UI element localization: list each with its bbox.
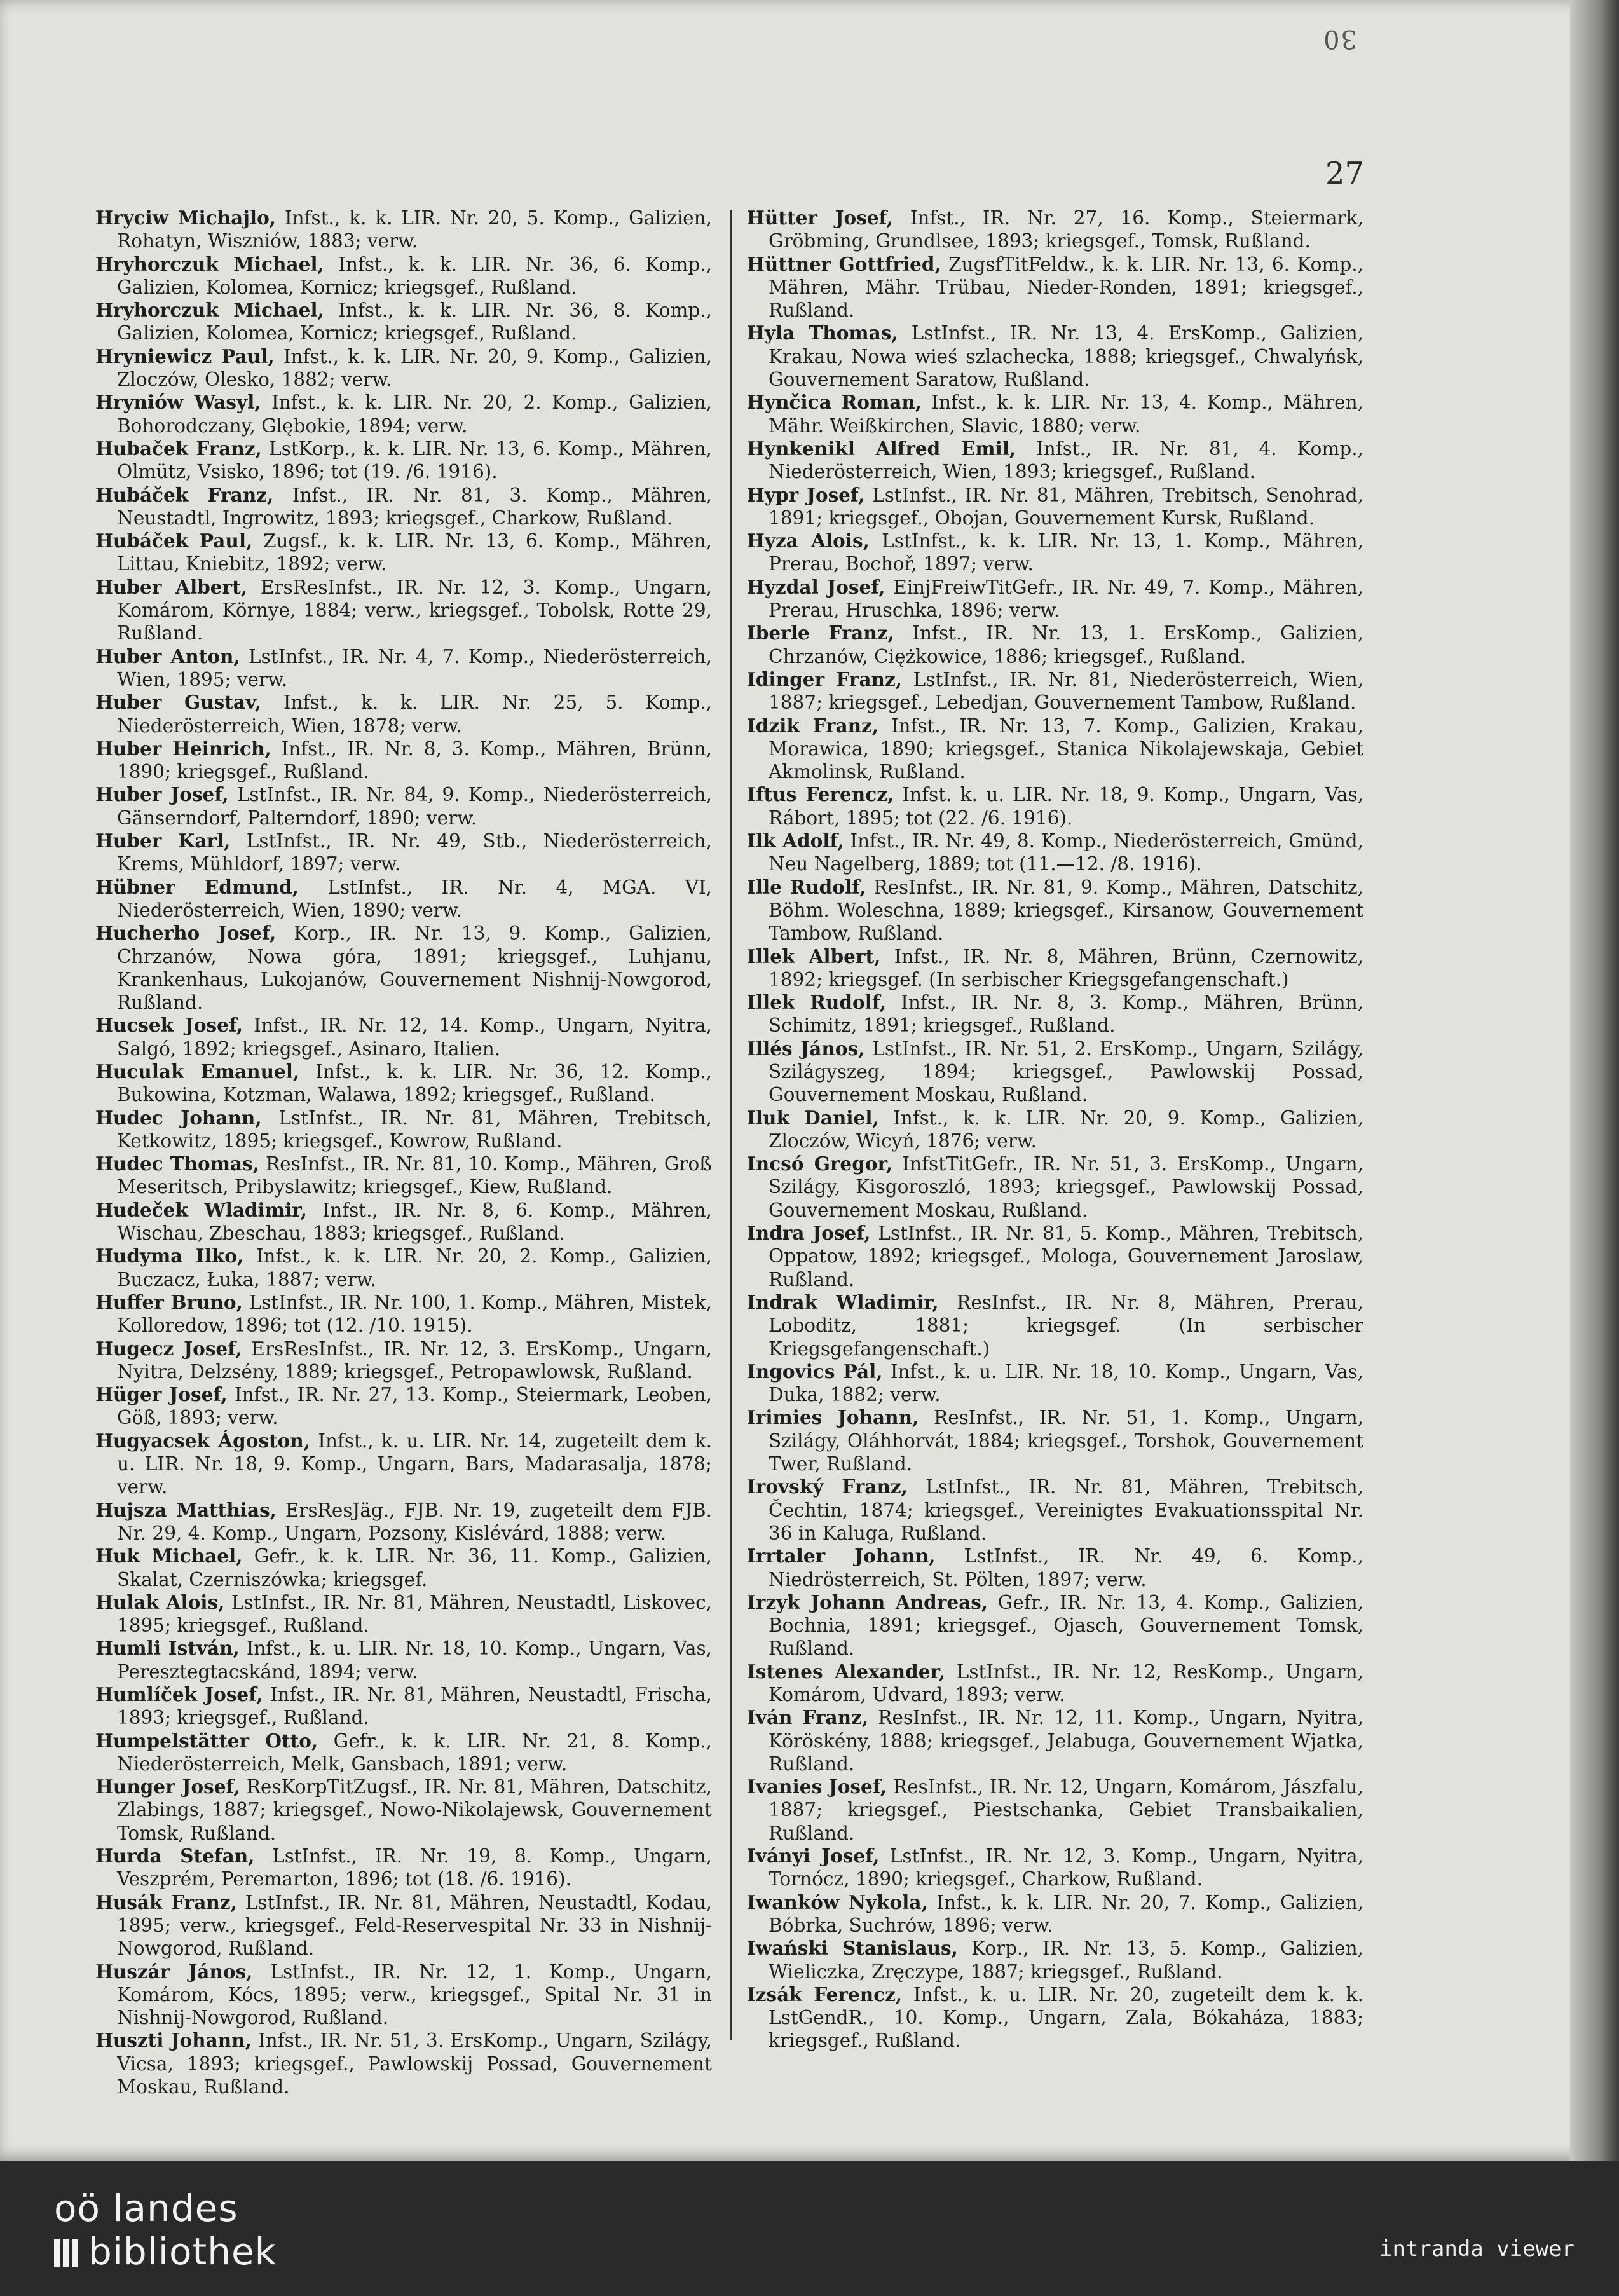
entry-name: Ille Rudolf, bbox=[747, 875, 866, 898]
entry-details: Infst., k. k. LIR. Nr. 20, 5. Komp., Galizien, Rohatyn, Wiszniów, 1883; verw. bbox=[117, 207, 712, 252]
register-entry bbox=[747, 945, 1363, 992]
register-entry bbox=[95, 1960, 712, 2030]
entry-name: Izsák Ferencz, bbox=[747, 1983, 903, 2006]
register-entry bbox=[95, 299, 712, 345]
entry-name: Hugyacsek Ágoston, bbox=[95, 1429, 310, 1452]
viewer-footer bbox=[0, 2161, 1619, 2296]
entry-name: Hulak Alois, bbox=[95, 1590, 225, 1613]
entry-name: Hubaček Franz, bbox=[95, 437, 262, 460]
register-entry bbox=[747, 783, 1363, 830]
register-entry bbox=[95, 737, 712, 784]
entry-details: LstInfst., IR. Nr. 84, 9. Komp., Niederösterreich, Gänserndorf, Palterndorf, 1890; verw. bbox=[117, 784, 712, 829]
entry-details: Infst., k. u. LIR. Nr. 18, 10. Komp., Ungarn, Vas, Duka, 1882; verw. bbox=[769, 1360, 1363, 1406]
entry-name: Hudeček Wladimir, bbox=[95, 1198, 307, 1221]
entry-details: Gefr., k. k. LIR. Nr. 21, 8. Komp., Niederösterreich, Melk, Gansbach, 1891; verw. bbox=[117, 1730, 713, 1775]
entry-name: Hryniów Wasyl, bbox=[95, 391, 261, 414]
register-entry bbox=[95, 1591, 712, 1637]
entry-name: Humlíček Josef, bbox=[95, 1683, 263, 1705]
entry-name: Incsó Gregor, bbox=[747, 1152, 893, 1175]
entry-details: Infst., k. k. LIR. Nr. 20, 2. Komp., Galizien, Buczacz, Łuka, 1887; verw. bbox=[117, 1245, 712, 1290]
register-entry bbox=[95, 207, 712, 253]
library-logo-line2[interactable] bbox=[54, 2230, 277, 2273]
entry-details: ZugsfTitFeldw., k. k. LIR. Nr. 13, 6. Komp., Mähren, Mähr. Trübau, Nieder-Ronden, 1891; kriegsgef., Rußland. bbox=[769, 253, 1363, 322]
register-entry bbox=[95, 484, 712, 530]
viewer-brand-label[interactable]: intranda viewer bbox=[1379, 2236, 1575, 2262]
entry-details: Infst., IR. Nr. 27, 16. Komp., Steiermark, Gröbming, Grundlsee, 1893; kriegsgef., Tomsk, Rußland. bbox=[769, 207, 1363, 252]
entry-name: Idinger Franz, bbox=[747, 667, 903, 690]
entry-name: Iwański Stanislaus, bbox=[747, 1937, 958, 1960]
entry-details: ErsResJäg., FJB. Nr. 19, zugeteilt dem FJB. Nr. 29, 4. Komp., Ungarn, Pozsony, Kislévárd, 1888; verw. bbox=[117, 1499, 712, 1544]
entry-name: Illek Rudolf, bbox=[747, 991, 887, 1014]
page-stamp: 30 bbox=[1322, 24, 1357, 53]
entry-name: Huber Albert, bbox=[95, 575, 247, 598]
entry-name: Hütter Josef, bbox=[747, 207, 893, 229]
register-entry bbox=[95, 391, 712, 437]
entry-name: Hynkenikl Alfred Emil, bbox=[747, 437, 1016, 460]
entry-details: Infst., k. k. LIR. Nr. 36, 12. Komp., Bukowina, Kotzman, Walawa, 1892; kriegsgef., Rußland. bbox=[117, 1060, 713, 1106]
entry-name: Humpelstätter Otto, bbox=[95, 1729, 318, 1752]
register-entry bbox=[95, 645, 712, 692]
entry-name: Illés János, bbox=[747, 1037, 865, 1060]
register-entry bbox=[747, 530, 1363, 576]
entry-details: Infst., IR. Nr. 81, Mähren, Neustadtl, Frischa, 1893; kriegsgef., Rußland. bbox=[117, 1684, 712, 1729]
entry-name: Irrtaler Johann, bbox=[747, 1545, 936, 1568]
entry-name: Huszár János, bbox=[95, 1960, 253, 1983]
entry-details: Gefr., IR. Nr. 13, 4. Komp., Galizien, Bochnia, 1891; kriegsgef., Ojasch, Gouvernement Tomsk, Rußland. bbox=[769, 1591, 1363, 1660]
register-entry bbox=[95, 876, 712, 922]
entry-details: ResKorpTitZugsf., IR. Nr. 81, Mähren, Datschitz, Zlabings, 1887; kriegsgef., Nowo-Nikolajewsk, Gouvernement Tomsk, Rußland. bbox=[117, 1776, 712, 1844]
entry-details: Infst., IR. Nr. 12, 14. Komp., Ungarn, Nyitra, Salgó, 1892; kriegsgef., Asinaro, Italien. bbox=[117, 1015, 712, 1060]
entry-details: Infst., k. k. LIR. Nr. 25, 5. Komp., Niederösterreich, Wien, 1878; verw. bbox=[117, 692, 712, 737]
entry-name: Humli István, bbox=[95, 1637, 240, 1660]
entry-details: ResInfst., IR. Nr. 81, 9. Komp., Mähren, Datschitz, Böhm. Woleschna, 1889; kriegsgef., Kirsanow, Gouvernement Tambow, Rußland. bbox=[769, 876, 1363, 945]
logo-text-top: oö landes bbox=[54, 2187, 238, 2230]
entry-details: LstInfst., IR. Nr. 81, Mähren, Neustadtl, Liskovec, 1895; kriegsgef., Rußland. bbox=[117, 1591, 712, 1637]
entry-name: Hüger Josef, bbox=[95, 1383, 228, 1406]
register-entry bbox=[747, 1775, 1363, 1845]
entry-details: Infst., IR. Nr. 51, 3. ErsKomp., Ungarn, Szilágy, Vicsa, 1893; kriegsgef., Pawlowskij Possad, Gouvernement Moskau, Rußland. bbox=[117, 2030, 712, 2098]
register-entry bbox=[95, 576, 712, 645]
entry-details: Infst., k. k. LIR. Nr. 20, 7. Komp., Galizien, Bóbrka, Suchrów, 1896; verw. bbox=[769, 1891, 1363, 1936]
entry-name: Iberle Franz, bbox=[747, 622, 894, 645]
entry-name: Indrak Wladimir, bbox=[747, 1290, 939, 1313]
entry-details: Infst., IR. Nr. 49, 8. Komp., Niederösterreich, Gmünd, Neu Nagelberg, 1889; tot (11.—12. /8. 1916). bbox=[769, 830, 1363, 875]
entry-details: Infst., k. u. LIR. Nr. 20, zugeteilt dem k. k. LstGendR., 10. Komp., Ungarn, Zala, Bókaháza, 1883; kriegsgef., Rußland. bbox=[769, 1983, 1363, 2052]
entry-name: Hynčica Roman, bbox=[747, 391, 922, 414]
entry-details: LstInfst., IR. Nr. 19, 8. Komp., Ungarn, Veszprém, Peremarton, 1896; tot (18. /6. 1916). bbox=[117, 1845, 712, 1890]
register-entry bbox=[747, 322, 1363, 391]
register-entry bbox=[95, 253, 712, 299]
entry-details: Infst., k. u. LIR. Nr. 14, zugeteilt dem k. u. LIR. Nr. 18, 9. Komp., Ungarn, Bars, Madarasalja, 1878; verw. bbox=[117, 1430, 712, 1498]
entry-details: Infst., IR. Nr. 8, 3. Komp., Mähren, Brünn, 1890; kriegsgef., Rußland. bbox=[117, 737, 712, 783]
entry-details: Infst., IR. Nr. 8, 3. Komp., Mähren, Brünn, Schimitz, 1891; kriegsgef., Rußland. bbox=[769, 992, 1363, 1037]
entry-details: Infst., IR. Nr. 27, 13. Komp., Steiermark, Leoben, Göß, 1893; verw. bbox=[117, 1384, 712, 1429]
entry-details: LstInfst., IR. Nr. 81, 5. Komp., Mähren, Trebitsch, Oppatow, 1892; kriegsgef., Mologa, Gouvernement Jaroslaw, Rußland. bbox=[769, 1222, 1363, 1290]
entry-details: Gefr., k. k. LIR. Nr. 36, 11. Komp., Galizien, Skalat, Czerniszówka; kriegsgef. bbox=[117, 1545, 712, 1590]
entry-name: Hryniewicz Paul, bbox=[95, 345, 275, 367]
entry-details: LstInfst., IR. Nr. 12, 3. Komp., Ungarn, Nyitra, Tornócz, 1890; kriegsgef., Charkow, Rußland. bbox=[769, 1845, 1363, 1890]
entry-name: Iván Franz, bbox=[747, 1706, 869, 1729]
entry-details: LstInfst., IR. Nr. 13, 4. ErsKomp., Galizien, Krakau, Nowa wieś szlachecka, 1888; kriegsgef., Chwalyńsk, Gouvernement Saratow, Rußland. bbox=[769, 322, 1363, 391]
register-entry bbox=[95, 691, 712, 737]
entry-details: ErsResInfst., IR. Nr. 12, 3. Komp., Ungarn, Komárom, Környe, 1884; verw., kriegsgef., Tobolsk, Rotte 29, Rußland. bbox=[117, 576, 712, 645]
entry-name: Huber Heinrich, bbox=[95, 737, 271, 760]
entry-details: LstInfst., IR. Nr. 4, MGA. VI, Niederösterreich, Wien, 1890; verw. bbox=[117, 876, 712, 921]
entry-details: ErsResInfst., IR. Nr. 12, 3. ErsKomp., Ungarn, Nyitra, Delzsény, 1889; kriegsgef., Petropawlowsk, Rußland. bbox=[117, 1337, 712, 1383]
entry-details: Infst., IR. Nr. 13, 7. Komp., Galizien, Krakau, Morawica, 1890; kriegsgef., Stanica Nikolajewskaja, Gebiet Akmolinsk, Rußland. bbox=[769, 714, 1363, 783]
register-entry bbox=[747, 207, 1363, 253]
entry-details: ResInfst., IR. Nr. 51, 1. Komp., Ungarn, Szilágy, Oláhhorvát, 1884; kriegsgef., Torshok, Gouvernement Twer, Rußland. bbox=[769, 1407, 1363, 1475]
entry-name: Idzik Franz, bbox=[747, 714, 879, 737]
entry-details: Zugsf., k. k. LIR. Nr. 13, 6. Komp., Mähren, Littau, Kniebitz, 1892; verw. bbox=[117, 530, 712, 575]
register-entry bbox=[747, 1291, 1363, 1360]
register-entry bbox=[95, 1891, 712, 1960]
register-entry bbox=[95, 922, 712, 1014]
register-entry bbox=[95, 1430, 712, 1499]
register-entry bbox=[747, 1406, 1363, 1475]
register-entry bbox=[95, 437, 712, 484]
entry-details: InfstTitGefr., IR. Nr. 51, 3. ErsKomp., Ungarn, Szilágy, Kisgoroszló, 1893; kriegsgef., Pawlowskij Possad, Gouvernement Moskau, Rußland. bbox=[769, 1153, 1363, 1221]
register-entry bbox=[95, 1383, 712, 1430]
entry-details: LstInfst., IR. Nr. 12, ResKomp., Ungarn, Komárom, Udvard, 1893; verw. bbox=[769, 1660, 1363, 1705]
register-entry bbox=[747, 668, 1363, 714]
register-entry bbox=[747, 1152, 1363, 1222]
entry-name: Hubáček Paul, bbox=[95, 530, 253, 552]
entry-details: LstKorp., k. k. LIR. Nr. 13, 6. Komp., Mähren, Olmütz, Vsisko, 1896; tot (19. /6. 1916). bbox=[117, 437, 712, 483]
register-entry bbox=[95, 345, 712, 392]
register-entry bbox=[747, 1891, 1363, 1937]
register-entry bbox=[747, 253, 1363, 322]
entry-details: ResInfst., IR. Nr. 8, Mähren, Prerau, Loboditz, 1881; kriegsgef. (In serbischer Kriegsgefangenschaft.) bbox=[769, 1291, 1363, 1360]
entry-name: Hubáček Franz, bbox=[95, 483, 274, 506]
entry-name: Hryhorczuk Michael, bbox=[95, 252, 324, 275]
entry-name: Irimies Johann, bbox=[747, 1406, 919, 1429]
register-entry bbox=[95, 1845, 712, 1891]
entry-details: LstInfst., IR. Nr. 49, 6. Komp., Niedrösterreich, St. Pölten, 1897; verw. bbox=[769, 1545, 1363, 1590]
entry-details: LstInfst., IR. Nr. 81, Niederösterreich, Wien, 1887; kriegsgef., Lebedjan, Gouvernement Tambow, Rußland. bbox=[769, 668, 1363, 714]
register-entry bbox=[747, 1660, 1363, 1707]
register-entry bbox=[95, 1291, 712, 1337]
entry-details: LstInfst., IR. Nr. 100, 1. Komp., Mähren, Mistek, Kolloredow, 1896; tot (12. /10. 1915). bbox=[117, 1291, 712, 1337]
entry-details: LstInfst., k. k. LIR. Nr. 13, 1. Komp., Mähren, Prerau, Bochoř, 1897; verw. bbox=[769, 530, 1363, 575]
entry-name: Hurda Stefan, bbox=[95, 1845, 255, 1868]
entry-details: Infst., IR. Nr. 13, 1. ErsKomp., Galizien, Chrzanów, Ciężkowice, 1886; kriegsgef., Rußland. bbox=[769, 622, 1363, 667]
register-entry bbox=[95, 2029, 712, 2098]
page-number: 27 bbox=[1325, 156, 1365, 191]
entry-details: LstInfst., IR. Nr. 81, Mähren, Trebitsch, Senohrad, 1891; kriegsgef., Obojan, Gouvernement Kursk, Rußland. bbox=[769, 484, 1363, 529]
register-entry bbox=[747, 1706, 1363, 1775]
entry-details: Korp., IR. Nr. 13, 5. Komp., Galizien, Wieliczka, Zręczype, 1887; kriegsgef., Rußland. bbox=[769, 1937, 1363, 1983]
entry-details: Infst. k. u. LIR. Nr. 18, 9. Komp., Ungarn, Vas, Rábort, 1895; tot (22. /6. 1916). bbox=[769, 784, 1363, 829]
entry-name: Iványi Josef, bbox=[747, 1845, 880, 1868]
logo-bars-icon bbox=[54, 2230, 81, 2273]
entry-details: Infst., k. k. LIR. Nr. 36, 6. Komp., Galizien, Kolomea, Kornicz; kriegsgef., Rußland. bbox=[117, 253, 712, 298]
register-entry bbox=[747, 1475, 1363, 1545]
register-entry bbox=[95, 1199, 712, 1245]
entry-name: Irovský Franz, bbox=[747, 1475, 908, 1498]
entry-details: LstInfst., IR. Nr. 49, Stb., Niederösterreich, Krems, Mühldorf, 1897; verw. bbox=[117, 830, 712, 875]
entry-name: Ivanies Josef, bbox=[747, 1775, 887, 1798]
entry-details: LstInfst., IR. Nr. 81, Mähren, Trebitsch, Ketkowitz, 1895; kriegsgef., Kowrow, Rußland. bbox=[117, 1107, 713, 1152]
register-entry bbox=[747, 1107, 1363, 1153]
register-entry bbox=[95, 1499, 712, 1545]
register-entry bbox=[95, 1337, 712, 1384]
register-entry bbox=[747, 1545, 1363, 1591]
library-logo-line1[interactable] bbox=[54, 2187, 238, 2230]
entry-details: EinjFreiwTitGefr., IR. Nr. 49, 7. Komp., Mähren, Prerau, Hruschka, 1896; verw. bbox=[769, 576, 1363, 622]
entry-details: Infst., IR. Nr. 8, Mähren, Brünn, Czernowitz, 1892; kriegsgef. (In serbischer Kriegsgefangenschaft.) bbox=[769, 945, 1363, 990]
page-edge bbox=[1570, 0, 1619, 2161]
entry-name: Ingovics Pál, bbox=[747, 1360, 883, 1383]
entry-details: Korp., IR. Nr. 13, 9. Komp., Galizien, Chrzanów, Nowa góra, 1891; kriegsgef., Luhjanu, Krankenhaus, Lukojanów, Gouvernement Nishnij-Nowgorod, Rußland. bbox=[117, 922, 712, 1014]
left-column bbox=[95, 207, 712, 2098]
entry-details: Infst., IR. Nr. 8, 6. Komp., Mähren, Wischau, Zbeschau, 1883; kriegsgef., Rußland. bbox=[117, 1199, 712, 1245]
entry-name: Huszti Johann, bbox=[95, 2029, 252, 2052]
entry-details: Infst., k. k. LIR. Nr. 20, 2. Komp., Galizien, Bohorodczany, Glębokie, 1894; verw. bbox=[117, 392, 712, 437]
register-entry bbox=[95, 1014, 712, 1060]
entry-name: Hugecz Josef, bbox=[95, 1337, 242, 1360]
register-entry bbox=[747, 714, 1363, 784]
register-entry bbox=[747, 1037, 1363, 1107]
register-entry bbox=[747, 1222, 1363, 1291]
entry-details: LstInfst., IR. Nr. 81, Mähren, Neustadtl, Kodau, 1895; verw., kriegsgef., Feld-Reservespital Nr. 33 in Nishnij-Nowgorod, Rußland. bbox=[117, 1891, 712, 1960]
register-entry bbox=[747, 1591, 1363, 1660]
entry-name: Hujsza Matthias, bbox=[95, 1498, 277, 1521]
entry-details: ResInfst., IR. Nr. 81, 10. Komp., Mähren, Groß Meseritsch, Pribyslawitz; kriegsgef., Kiew, Rußland. bbox=[117, 1153, 712, 1198]
entry-name: Hyza Alois, bbox=[747, 530, 870, 552]
register-entry bbox=[747, 876, 1363, 945]
register-entry bbox=[95, 1730, 712, 1776]
entry-name: Huber Anton, bbox=[95, 645, 240, 667]
entry-name: Irzyk Johann Andreas, bbox=[747, 1590, 988, 1613]
entry-details: Infst., IR. Nr. 81, 4. Komp., Niederösterreich, Wien, 1893; kriegsgef., Rußland. bbox=[769, 437, 1363, 483]
register-entry bbox=[747, 484, 1363, 530]
entry-name: Huculak Emanuel, bbox=[95, 1060, 300, 1083]
entry-details: Infst., k. k. LIR. Nr. 13, 4. Komp., Mähren, Mähr. Weißkirchen, Slavic, 1880; verw. bbox=[769, 392, 1364, 437]
entry-details: ResInfst., IR. Nr. 12, 11. Komp., Ungarn, Nyitra, Köröskény, 1888; kriegsgef., Jelabuga, Gouvernement Wjatka, Rußland. bbox=[769, 1707, 1363, 1775]
entry-details: Infst., k. u. LIR. Nr. 18, 10. Komp., Ungarn, Vas, Peresztegtacskánd, 1894; verw. bbox=[117, 1637, 712, 1683]
entry-name: Hryhorczuk Michael, bbox=[95, 299, 324, 322]
entry-name: Huber Karl, bbox=[95, 830, 231, 852]
column-divider bbox=[730, 210, 732, 2040]
entry-details: Infst., k. k. LIR. Nr. 20, 9. Komp., Galizien, Zloczów, Olesko, 1882; verw. bbox=[117, 345, 712, 391]
register-entry bbox=[95, 783, 712, 830]
entry-name: Husák Franz, bbox=[95, 1890, 237, 1913]
entry-name: Indra Josef, bbox=[747, 1222, 871, 1245]
register-entry bbox=[747, 1937, 1363, 1983]
entry-name: Hunger Josef, bbox=[95, 1775, 240, 1798]
entry-details: LstInfst., IR. Nr. 12, 1. Komp., Ungarn, Komárom, Kócs, 1895; verw., kriegsgef., Spital Nr. 31 in Nishnij-Nowgorod, Rußland. bbox=[117, 1960, 712, 2029]
logo-text-bottom: bibliothek bbox=[88, 2230, 277, 2273]
register-entry bbox=[95, 1107, 712, 1153]
entry-name: Hübner Edmund, bbox=[95, 875, 299, 898]
register-entry bbox=[747, 437, 1363, 484]
register-entry bbox=[747, 622, 1363, 668]
register-entry bbox=[747, 1845, 1363, 1891]
entry-name: Huffer Bruno, bbox=[95, 1290, 243, 1313]
entry-name: Hudec Thomas, bbox=[95, 1152, 259, 1175]
entry-name: Hypr Josef, bbox=[747, 483, 865, 506]
entry-details: LstInfst., IR. Nr. 81, Mähren, Trebitsch, Čechtin, 1874; kriegsgef., Vereinigtes Evakuationsspital Nr. 36 in Kaluga, Rußland. bbox=[769, 1476, 1364, 1544]
register-entry bbox=[95, 1152, 712, 1199]
entry-name: Hucsek Josef, bbox=[95, 1014, 243, 1037]
entry-name: Hyzdal Josef, bbox=[747, 575, 885, 598]
register-entry bbox=[747, 830, 1363, 876]
entry-name: Iluk Daniel, bbox=[747, 1106, 879, 1129]
entry-name: Hudec Johann, bbox=[95, 1106, 262, 1129]
entry-name: Illek Albert, bbox=[747, 945, 881, 967]
register-entry bbox=[95, 530, 712, 576]
register-entry bbox=[747, 1360, 1363, 1407]
entry-name: Hryciw Michajlo, bbox=[95, 207, 277, 229]
entry-name: Hucherho Josef, bbox=[95, 922, 277, 945]
register-entry bbox=[747, 576, 1363, 622]
register-entry bbox=[747, 391, 1363, 437]
register-entry bbox=[747, 991, 1363, 1037]
entry-details: LstInfst., IR. Nr. 4, 7. Komp., Niederösterreich, Wien, 1895; verw. bbox=[117, 645, 712, 690]
entry-details: Infst., k. k. LIR. Nr. 20, 9. Komp., Galizien, Zloczów, Wicyń, 1876; verw. bbox=[769, 1107, 1363, 1152]
register-entry bbox=[95, 1545, 712, 1591]
register-entry bbox=[95, 830, 712, 876]
entry-name: Huber Josef, bbox=[95, 783, 229, 806]
register-entry bbox=[95, 1245, 712, 1291]
register-entry bbox=[95, 1775, 712, 1845]
entry-details: Infst., k. k. LIR. Nr. 36, 8. Komp., Galizien, Kolomea, Kornicz; kriegsgef., Rußland. bbox=[117, 299, 712, 345]
entry-name: Huber Gustav, bbox=[95, 691, 261, 714]
entry-name: Huk Michael, bbox=[95, 1545, 243, 1568]
register-entry bbox=[95, 1683, 712, 1730]
entry-name: Ilk Adolf, bbox=[747, 830, 844, 852]
entry-name: Hyla Thomas, bbox=[747, 322, 898, 345]
register-entry bbox=[747, 1983, 1363, 2053]
right-column bbox=[747, 207, 1363, 2053]
register-entry bbox=[95, 1637, 712, 1683]
entry-name: Hüttner Gottfried, bbox=[747, 252, 941, 275]
entry-name: Iwanków Nykola, bbox=[747, 1890, 928, 1913]
entry-details: ResInfst., IR. Nr. 12, Ungarn, Komárom, Jászfalu, 1887; kriegsgef., Piestschanka, Gebiet Transbaikalien, Rußland. bbox=[769, 1776, 1363, 1844]
entry-details: LstInfst., IR. Nr. 51, 2. ErsKomp., Ungarn, Szilágy, Szilágyszeg, 1894; kriegsgef., Pawlowskij Possad, Gouvernement Moskau, Rußland. bbox=[769, 1037, 1363, 1106]
register-entry bbox=[95, 1060, 712, 1107]
entry-name: Hudyma Ilko, bbox=[95, 1245, 244, 1268]
entry-details: Infst., IR. Nr. 81, 3. Komp., Mähren, Neustadtl, Ingrowitz, 1893; kriegsgef., Charkow, Rußland. bbox=[117, 484, 712, 529]
entry-name: Istenes Alexander, bbox=[747, 1660, 946, 1683]
entry-name: Iftus Ferencz, bbox=[747, 783, 894, 806]
